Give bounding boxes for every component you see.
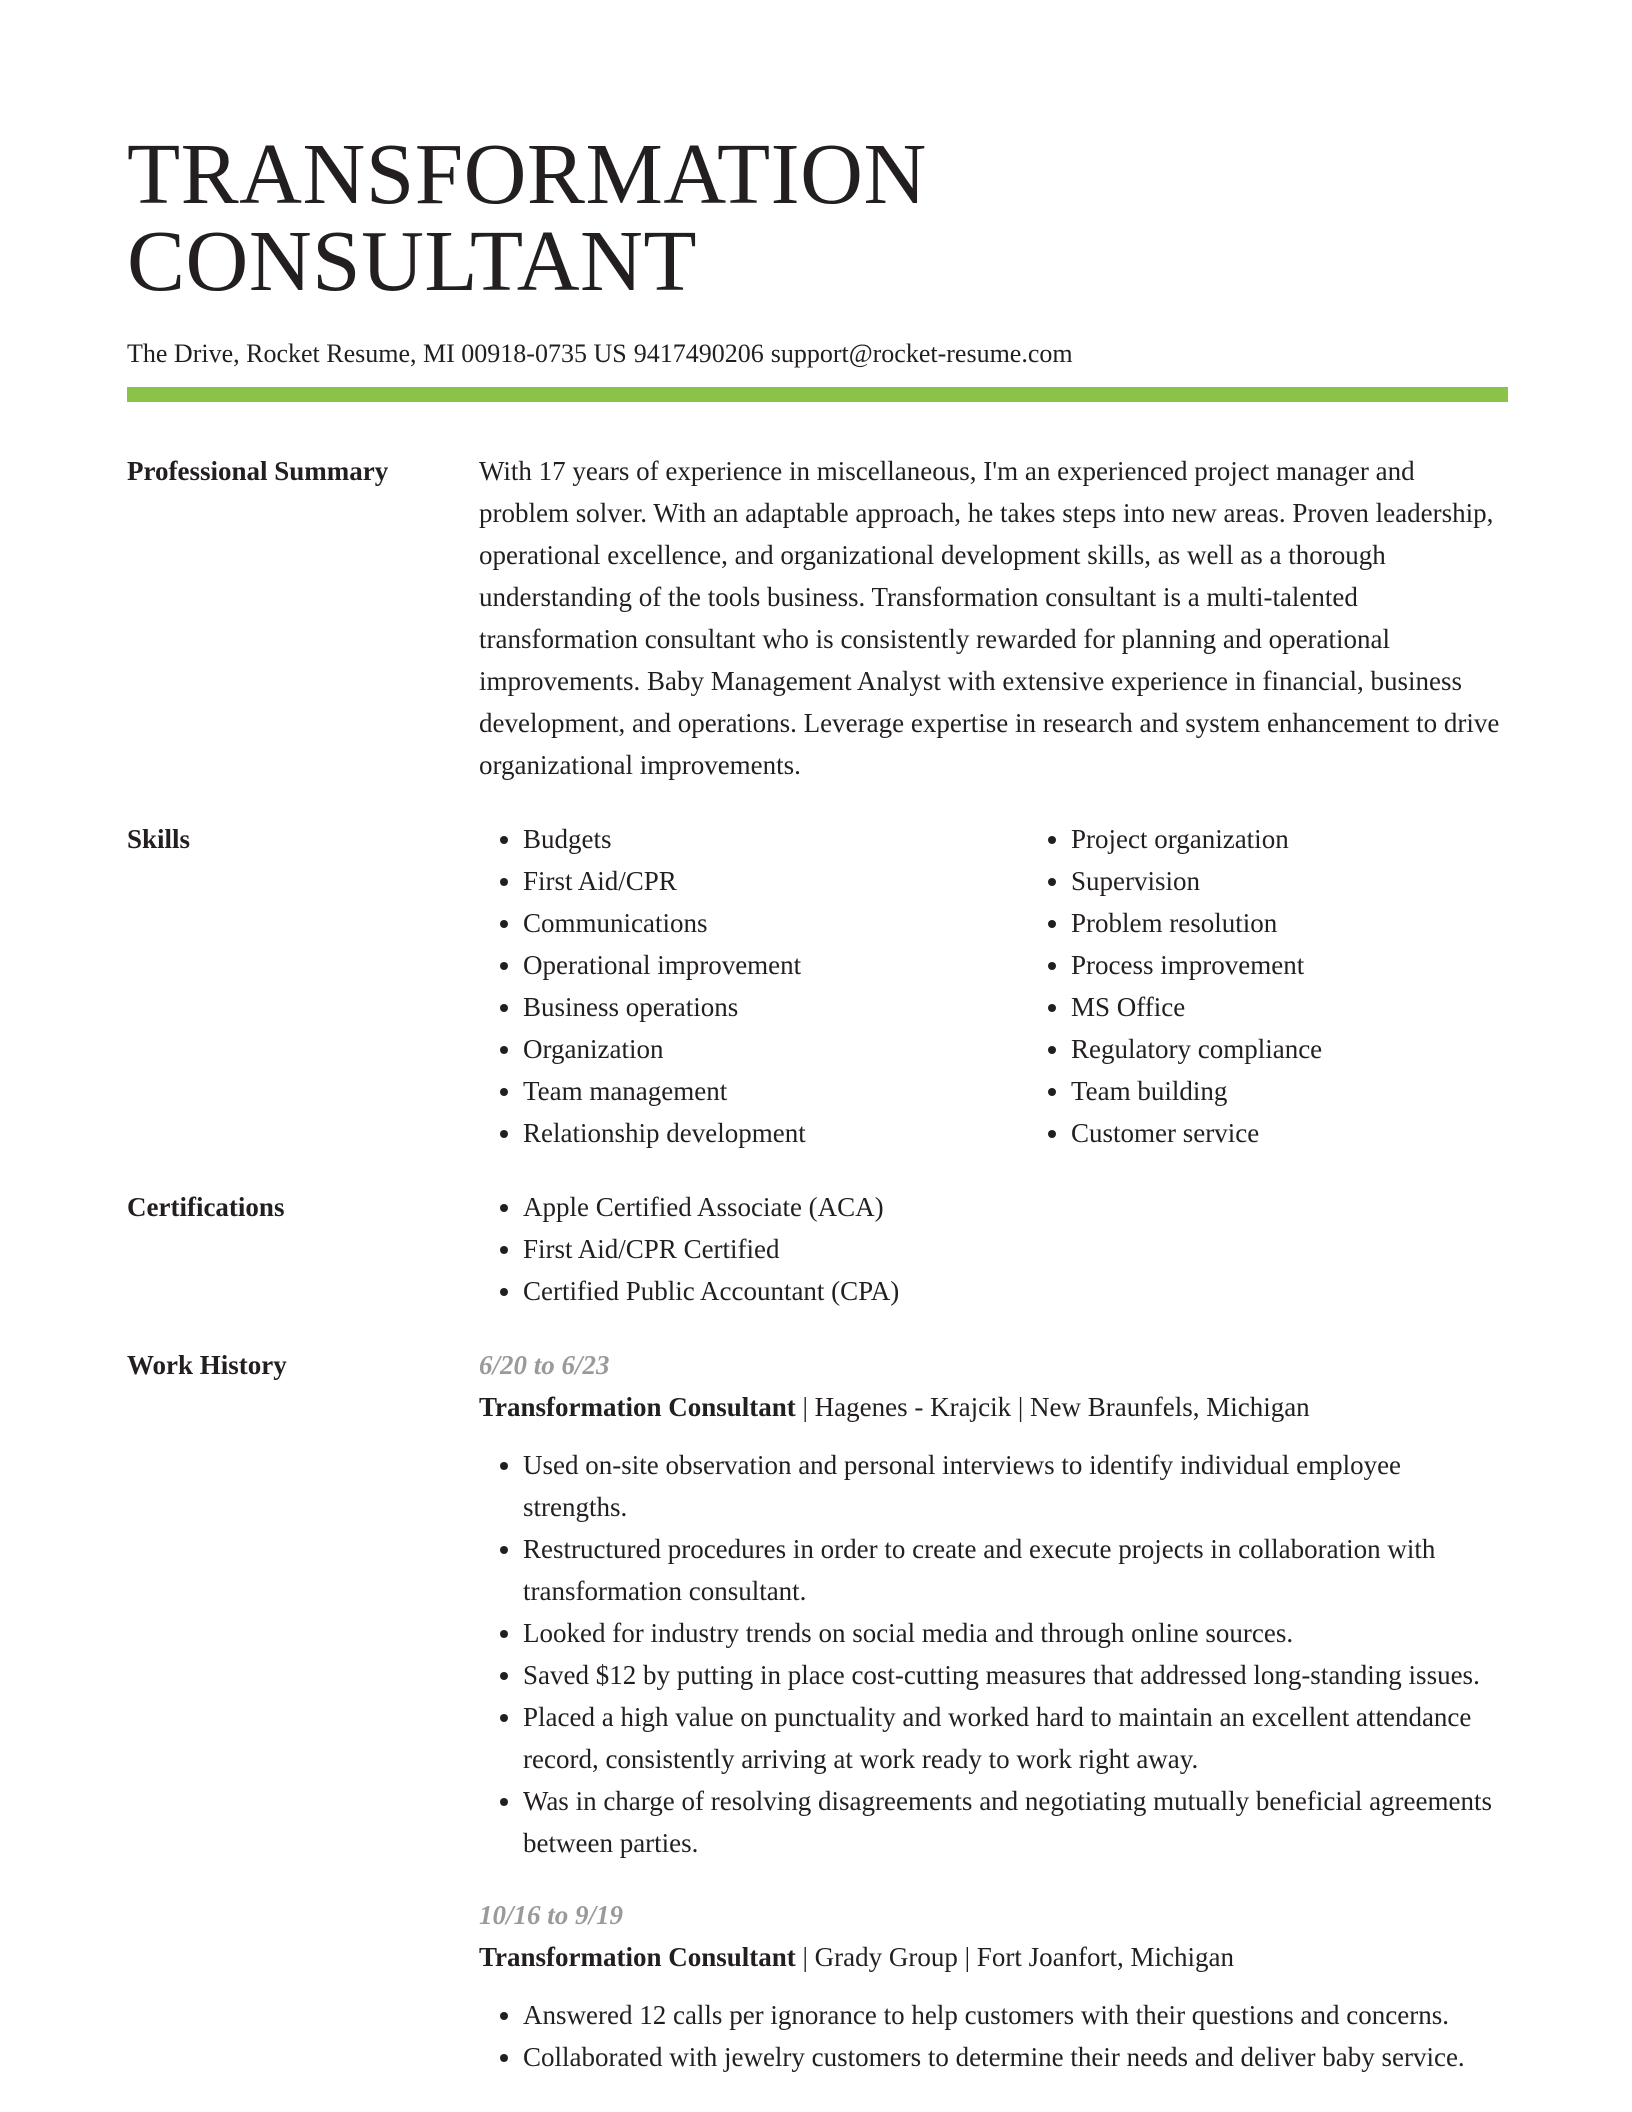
skill-item: • Team building (1071, 1070, 1575, 1112)
job-title-line (479, 1936, 1508, 1978)
job-bullet: • Saved $12 by putting in place cost-cutting measures that addressed long-standing issues. (523, 1654, 1508, 1696)
header-divider (127, 387, 1508, 402)
contact-address: The Drive, Rocket Resume, MI 00918-0735 US (127, 339, 627, 368)
job-employer-location: | Hagenes - Krajcik | New Braunfels, Michigan (795, 1392, 1310, 1423)
job-dates: 10/16 to 9/19 (479, 1900, 624, 1931)
skill-item: • Problem resolution (1071, 902, 1575, 944)
skill-item: • Business operations (523, 986, 1027, 1028)
job-title: Transformation Consultant (479, 1392, 796, 1423)
summary-text: With 17 years of experience in miscellaneous, I'm an experienced project manager and problem solver. With an adaptable approach, he takes steps into new areas. Proven leadership, operational excellence, and organizational development skills, as well as a thorough understanding of the tools business. Transformation consultant is a multi-talented transformation consultant who is consistently rewarded for planning and operational improvements. Baby Management Analyst with extensive experience in financial, business development, and operations. Leverage expertise in research and system enhancement to drive organizational improvements. (479, 456, 1500, 781)
skills-column-1 (479, 818, 1027, 1154)
job-entry (479, 1894, 1508, 2078)
skill-item: • Customer service (1071, 1112, 1575, 1154)
skills-body (479, 818, 1575, 1154)
skill-item: • Organization (523, 1028, 1027, 1070)
job-bullet: • Restructured procedures in order to create and execute projects in collaboration with transformation consultant. (523, 1528, 1508, 1612)
certification-item: • Certified Public Accountant (CPA) (523, 1270, 1508, 1312)
skill-item: • First Aid/CPR (523, 860, 1027, 902)
job-bullets (479, 1444, 1508, 1864)
job-bullet: • Looked for industry trends on social media and through online sources. (523, 1612, 1508, 1654)
skill-item: • Relationship development (523, 1112, 1027, 1154)
certification-item: • Apple Certified Associate (ACA) (523, 1186, 1508, 1228)
skills-heading: Skills (127, 824, 191, 855)
skills-column-2 (1027, 818, 1575, 1154)
job-title: Transformation Consultant (479, 1942, 796, 1973)
work-history-section (127, 1344, 1508, 2078)
summary-section (127, 450, 1508, 786)
job-bullets (479, 1994, 1508, 2078)
job-employer-location: | Grady Group | Fort Joanfort, Michigan (795, 1942, 1235, 1973)
certifications-section (127, 1186, 1508, 1312)
contact-phone: 9417490206 (633, 339, 764, 368)
skill-item: • Regulatory compliance (1071, 1028, 1575, 1070)
skills-grid (479, 818, 1575, 1154)
job-bullet: • Answered 12 calls per ignorance to help customers with their questions and concerns. (523, 1994, 1508, 2036)
skills-section (127, 818, 1508, 1154)
certifications-list (479, 1186, 1508, 1312)
skill-item: • Communications (523, 902, 1027, 944)
resume-name: TRANSFORMATION CONSULTANT (127, 125, 927, 309)
work-history-body (479, 1344, 1508, 2078)
contact-email: support@rocket-resume.com (770, 339, 1073, 368)
contact-line (127, 338, 1508, 369)
certifications-heading: Certifications (127, 1192, 285, 1223)
job-bullet: • Used on-site observation and personal interviews to identify individual employee strengths. (523, 1444, 1508, 1528)
skill-item: • Project organization (1071, 818, 1575, 860)
job-bullet: • Was in charge of resolving disagreements and negotiating mutually beneficial agreements between parties. (523, 1780, 1508, 1864)
job-bullet: • Collaborated with jewelry customers to determine their needs and deliver baby service. (523, 2036, 1508, 2078)
skill-item: • Supervision (1071, 860, 1575, 902)
certifications-body (479, 1186, 1508, 1312)
work-history-heading: Work History (127, 1350, 287, 1381)
job-title-line (479, 1386, 1508, 1428)
certification-item: • First Aid/CPR Certified (523, 1228, 1508, 1270)
skill-item: • Team management (523, 1070, 1027, 1112)
skill-item: • MS Office (1071, 986, 1575, 1028)
skill-item: • Process improvement (1071, 944, 1575, 986)
job-bullet: • Placed a high value on punctuality and worked hard to maintain an excellent attendance record, consistently arriving at work ready to work right away. (523, 1696, 1508, 1780)
summary-heading: Professional Summary (127, 456, 389, 487)
job-dates: 6/20 to 6/23 (479, 1350, 610, 1381)
skill-item: • Operational improvement (523, 944, 1027, 986)
job-entry (479, 1344, 1508, 1864)
skill-item: • Budgets (523, 818, 1027, 860)
